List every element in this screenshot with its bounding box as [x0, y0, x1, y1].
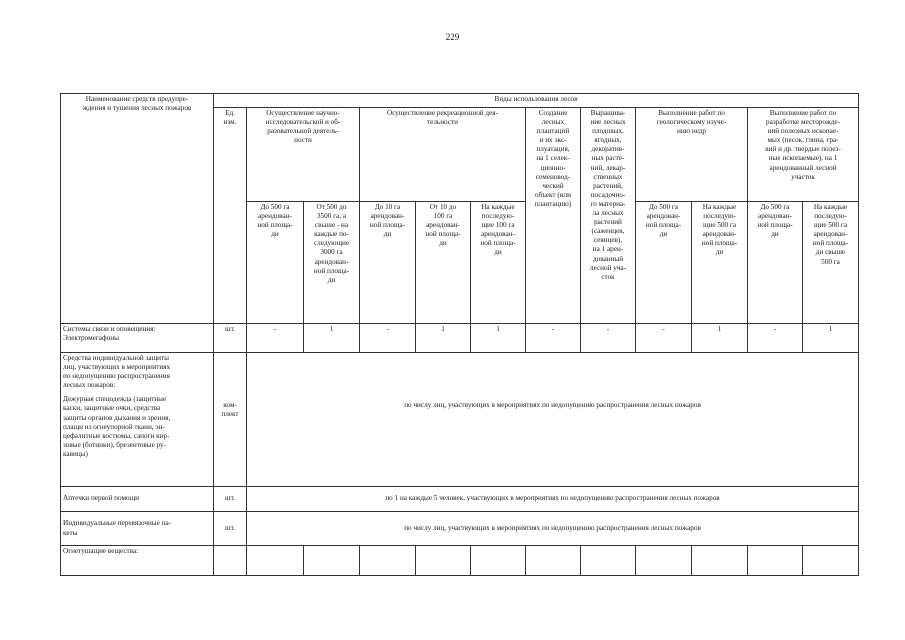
empty-cell — [416, 546, 471, 576]
table-row — [61, 324, 859, 353]
empty-cell — [471, 546, 526, 576]
table-row — [61, 353, 859, 487]
empty-cell — [803, 546, 859, 576]
row-unit: шт. — [214, 512, 247, 546]
header-sub-cell: До 500 га арендован- ной площа- ди — [748, 202, 803, 324]
header-sub-cell: На каждые последую- щие 100 га арендован- ной площа- ди — [471, 202, 526, 324]
row-note: по числу лиц, участвующих в мероприятиях по недопущению распространения лесных пожаров — [247, 512, 859, 546]
table-row — [61, 487, 859, 512]
row-name-item: Дежурная спецодежда (защитные каски, защитные очки, средства защиты органов дыхания и зрения, плащи из огнеупорной ткани, эн- цефалитные костюмы, сапоги кир- зовые (ботинки), брезентовые ру- кавицы) — [63, 395, 171, 458]
header-equipment-name: Наименование средств предупре- ждения и тушения лесных пожаров — [61, 94, 214, 324]
header-sub-cell: От 500 до 3500 га, а свыше - на каждые по- следующие 3000 га арендован- ной площа- ди — [304, 202, 360, 324]
row-name: Индивидуальные перевязочные па- кеты — [61, 512, 214, 546]
empty-cell — [526, 546, 581, 576]
header-group-research: Осуществление научно- исследовательской и об- разовательной деятель- ности — [247, 108, 360, 202]
value-cell: - — [360, 324, 416, 353]
row-name — [61, 353, 214, 487]
row-note: по 1 на каждые 5 человек, участвующих в мероприятиях по недопущению распространения лесных пожаров — [247, 487, 859, 512]
header-group-cultivation: Выращива- ние лесных плодовых, ягодных, декоратив- ных расте- ний, лекар- ственных растений, посадочно- го материа- ла лесных растений (саженцев, сеянцев), на 1 арен- дованный лесной уча- сток — [581, 108, 636, 324]
value-cell: 1 — [692, 324, 748, 353]
header-group-recreation: Осуществление рекреационной дея- тельности — [360, 108, 526, 202]
empty-cell — [247, 546, 304, 576]
header-unit: Ед. изм. — [214, 108, 247, 324]
header-sub-cell: На каждые последую- щие 500 га арендован- ной площа- ди свыше 500 га — [803, 202, 859, 324]
value-cell: - — [247, 324, 304, 353]
row-name: Системы связи и оповещения: Электромегафоны — [61, 324, 214, 353]
header-sub-cell: До 500 га арендован- ной площа- ди — [636, 202, 692, 324]
empty-cell — [214, 546, 247, 576]
header-sub-cell: На каждые последую- щие 500 га арендован- ной площа- ди — [692, 202, 748, 324]
empty-cell — [304, 546, 360, 576]
value-cell: - — [636, 324, 692, 353]
header-sub-cell: До 10 га арендован- ной площа- ди — [360, 202, 416, 324]
value-cell: - — [748, 324, 803, 353]
row-unit: шт. — [214, 324, 247, 353]
header-sub-cell: От 10 до 100 га арендован- ной площа- ди — [416, 202, 471, 324]
value-cell: 1 — [416, 324, 471, 353]
value-cell: 1 — [803, 324, 859, 353]
empty-cell — [636, 546, 692, 576]
value-cell: - — [581, 324, 636, 353]
value-cell: - — [526, 324, 581, 353]
page-number: 229 — [445, 32, 460, 42]
row-name-heading: Средства индивидуальной защиты лиц, участвующих в мероприятиях по недопущению распространения лесных пожаров: — [63, 354, 171, 390]
row-note: по числу лиц, участвующих в мероприятиях по недопущению распространения лесных пожаров — [247, 353, 859, 487]
header-sub-cell: До 500 га арендован- ной площа- ди — [247, 202, 304, 324]
table-row — [61, 546, 859, 576]
row-name: Аптечки первой помощи — [61, 487, 214, 512]
table-row — [61, 512, 859, 546]
row-name: Огнетушащие вещества: — [61, 546, 214, 576]
empty-cell — [748, 546, 803, 576]
value-cell: 1 — [304, 324, 360, 353]
empty-cell — [581, 546, 636, 576]
row-unit: ком- плект — [214, 353, 247, 487]
value-cell: 1 — [471, 324, 526, 353]
header-group-plantations: Создание лесных плантаций и их экс- плуатация, на 1 селек- ционно- семеновод- ческий объект (или плантацию) — [526, 108, 581, 324]
empty-cell — [360, 546, 416, 576]
header-forest-use-types: Виды использования лесов — [214, 94, 859, 108]
empty-cell — [692, 546, 748, 576]
fire-equipment-table — [60, 93, 859, 576]
row-unit: шт. — [214, 487, 247, 512]
header-group-mining: Выполнение работ по разработке месторожде- ний полезных ископае- мых (песок, глина, гра- вий и др. твердые полез- ные ископаемые), на 1 арендованный лесной участок — [748, 108, 859, 202]
header-group-geology: Выполнение работ по геологическому изуче- нию недр — [636, 108, 748, 202]
